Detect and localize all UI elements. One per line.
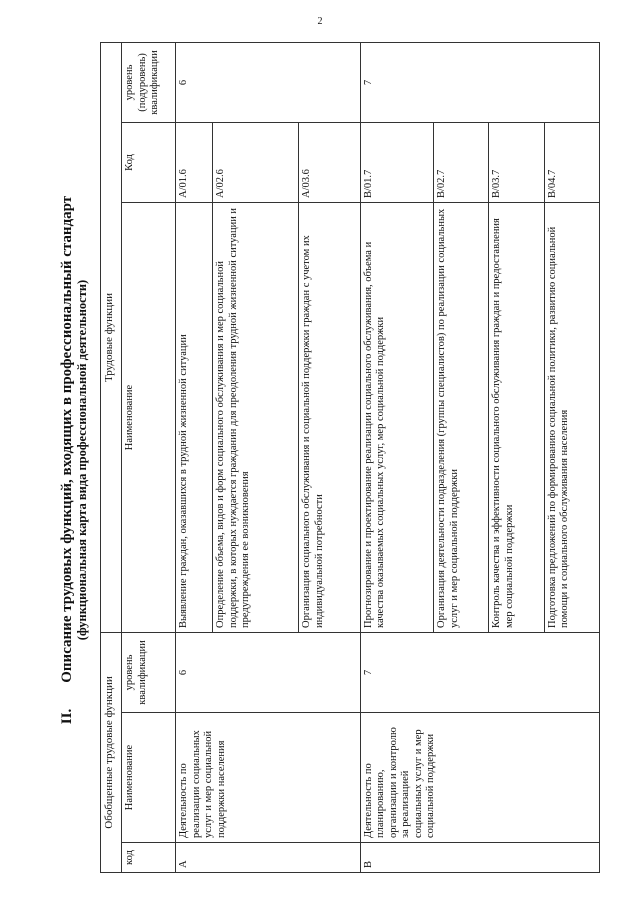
header-function-code: Код: [122, 122, 176, 202]
generalized-name: Деятельность по планированию, организации и контролю за реализацией социальных услуг и мер социальной поддержки: [360, 713, 599, 843]
header-name: Наименование: [122, 713, 176, 843]
table-group-header-row: [101, 42, 122, 872]
header-code: код: [122, 843, 176, 873]
function-level: 6: [176, 42, 360, 122]
generalized-name: Деятельность по реализации социальных услуг и мер социальной поддержки населения: [176, 713, 360, 843]
function-code: A/02.6: [213, 122, 299, 202]
table-row: [360, 42, 434, 872]
function-code: A/03.6: [299, 122, 360, 202]
function-level: 7: [360, 42, 599, 122]
header-sublevel: уровень (подуровень) квалификации: [122, 42, 176, 122]
header-labor-functions: Трудовые функции: [101, 42, 122, 632]
function-code: B/01.7: [360, 122, 434, 202]
generalized-code: B: [360, 843, 599, 873]
rotated-page-content: [60, 35, 610, 885]
function-name: Организация деятельности подразделения (группы специалистов) по реализации социальных услуг и мер социальной поддержки: [434, 202, 489, 632]
function-name: Прогнозирование и проектирование реализации социального обслуживания, объема и качества оказываемых социальных услуг, мер социальной поддержки: [360, 202, 434, 632]
header-level: уровень квалификации: [122, 632, 176, 712]
function-code: A/01.6: [176, 122, 213, 202]
function-name: Определение объема, видов и форм социального обслуживания и мер социальной поддержки, в которых нуждается гражданин для преодоления трудной жизненной ситуации и предупреждения ее возникновения: [213, 202, 299, 632]
header-function-name: Наименование: [122, 202, 176, 632]
function-code: B/03.7: [489, 122, 544, 202]
page-number: 2: [317, 16, 323, 27]
table-row: [176, 42, 213, 872]
functional-map-table: [100, 42, 600, 873]
heading-title: Описание трудовых функций, входящих в профессиональный стандарт: [59, 195, 75, 683]
function-name: Подготовка предложений по формированию социальной политики, развитию социальной помощи и социального обслуживания населения: [544, 202, 599, 632]
header-generalized-functions: Обобщенные трудовые функции: [101, 632, 122, 872]
function-code: B/02.7: [434, 122, 489, 202]
section-number: II.: [59, 708, 75, 725]
generalized-level: 6: [176, 632, 360, 712]
function-name: Организация социального обслуживания и социальной поддержки граждан с учетом их индивидуальной потребности: [299, 202, 360, 632]
heading-subtitle: (функциональная карта вида профессиональной деятельности): [75, 279, 89, 641]
generalized-code: A: [176, 843, 360, 873]
function-code: B/04.7: [544, 122, 599, 202]
section-heading: [60, 35, 90, 885]
function-name: Контроль качества и эффективности социального обслуживания граждан и предоставления мер социальной поддержки: [489, 202, 544, 632]
heading-line1: [60, 35, 75, 885]
generalized-level: 7: [360, 632, 599, 712]
table-column-header-row: [122, 42, 176, 872]
function-name: Выявление граждан, оказавшихся в трудной жизненной ситуации: [176, 202, 213, 632]
